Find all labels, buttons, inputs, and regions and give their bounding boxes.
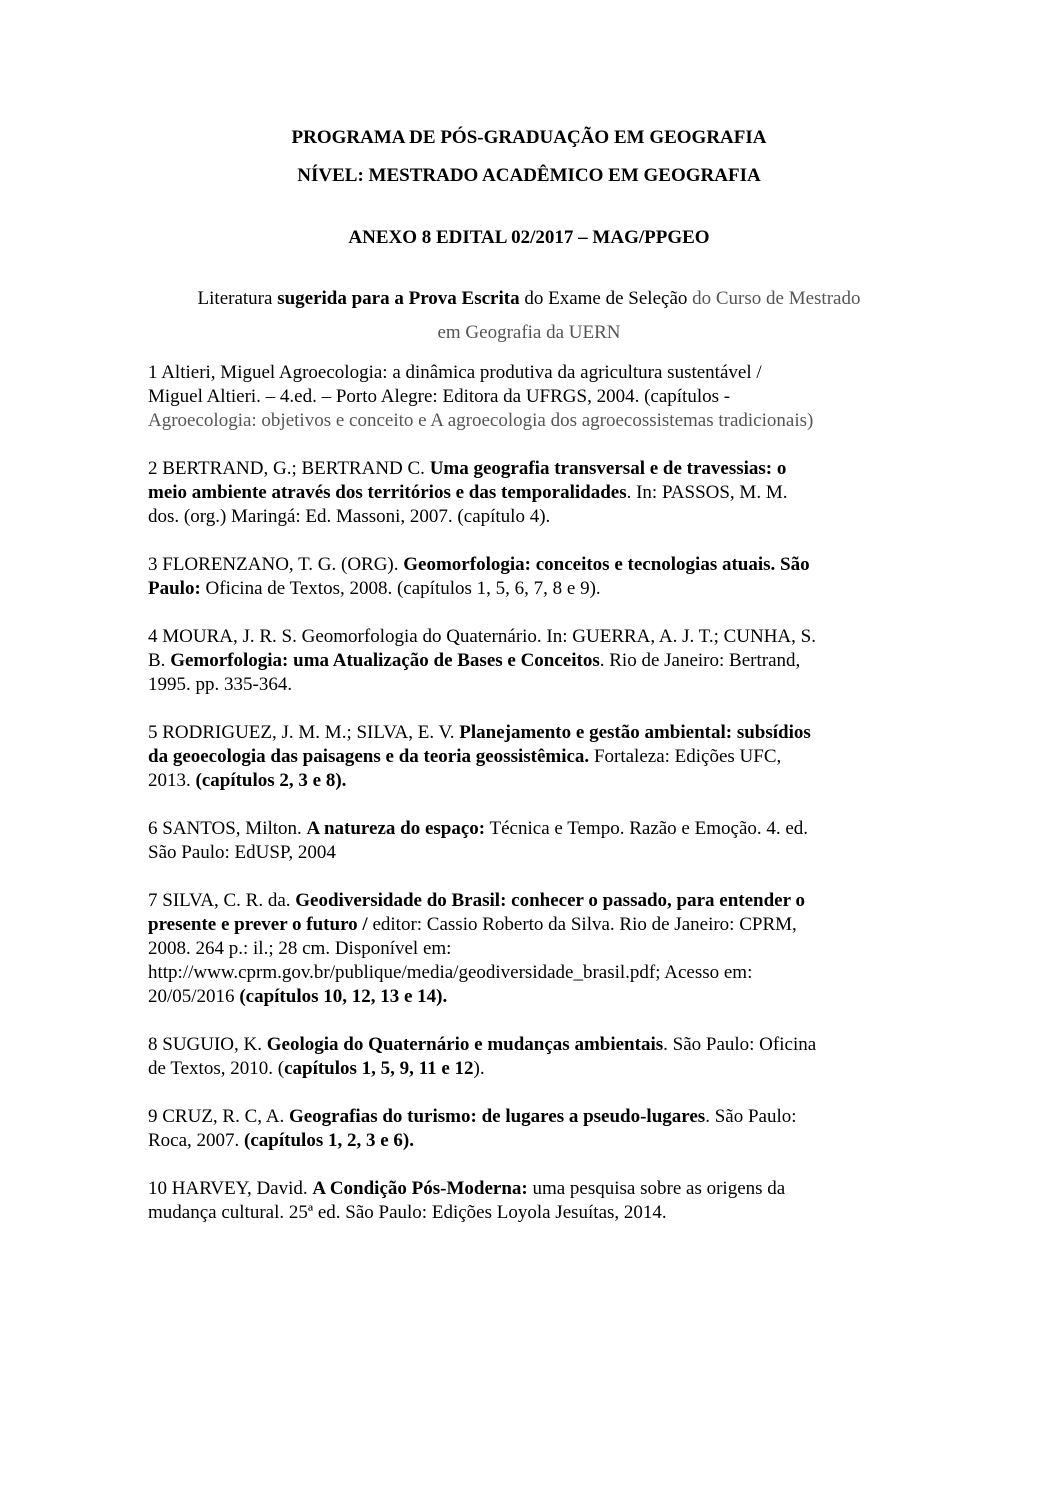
ref-bold: (capítulos 1, 2, 3 e 6). [244, 1130, 414, 1151]
level-title: NÍVEL: MESTRADO ACADÊMICO EM GEOGRAFIA [297, 165, 761, 186]
ref-line [148, 1129, 918, 1153]
ref-line [148, 1057, 918, 1081]
ref-text: 6 SANTOS, Milton. [148, 818, 307, 839]
program-title: PROGRAMA DE PÓS-GRADUAÇÃO EM GEOGRAFIA [291, 127, 767, 148]
ref-line [148, 1033, 918, 1057]
ref-bold: Geomorfologia: conceitos e tecnologias atuais. São [403, 554, 810, 575]
ref-bold: Paulo: [148, 578, 201, 599]
ref-text: 10 HARVEY, David. [148, 1178, 313, 1199]
intro-bold: sugerida para a Prova Escrita [277, 288, 520, 309]
ref-text: 3 FLORENZANO, T. G. (ORG). [148, 554, 404, 575]
ref-bold: Geografias do turismo: de lugares a pseudo-lugares [288, 1106, 706, 1127]
ref-text: Fortaleza: Edições UFC, [589, 746, 782, 767]
reference-item-6 [148, 817, 918, 865]
ref-bold: A natureza do espaço: [306, 818, 486, 839]
ref-bold: A Condição Pós-Moderna: [312, 1178, 528, 1199]
ref-line: 2008. 264 p.: il.; 28 cm. Disponível em: [148, 938, 452, 959]
ref-text: . Rio de Janeiro: Bertrand, [599, 650, 801, 671]
ref-text: de Textos, 2010. ( [148, 1058, 285, 1079]
ref-line [148, 745, 918, 769]
ref-line [148, 913, 918, 937]
intro-line-1 [120, 287, 938, 311]
ref-text: 5 RODRIGUEZ, J. M. M.; SILVA, E. V. [148, 722, 460, 743]
ref-text: Oficina de Textos, 2008. (capítulos 1, 5, 6, 7, 8 e 9). [200, 578, 601, 599]
ref-text: 2013. [148, 770, 196, 791]
reference-item-7 [148, 889, 918, 1009]
ref-url-line: http://www.cprm.gov.br/publique/media/geodiversidade_brasil.pdf; Acesso em: [148, 962, 753, 983]
ref-bold: Geologia do Quaternário e mudanças ambientais [266, 1034, 664, 1055]
ref-bold: presente e prever o futuro / [148, 914, 368, 935]
reference-item-5 [148, 721, 918, 793]
ref-line [148, 649, 918, 673]
ref-line [148, 1177, 918, 1201]
ref-line: Miguel Altieri. – 4.ed. – Porto Alegre: Editora da UFRGS, 2004. (capítulos - [148, 386, 731, 407]
ref-bold: meio ambiente através dos territórios e das temporalidades [148, 482, 627, 503]
ref-line [148, 817, 918, 841]
reference-list [148, 361, 918, 1249]
ref-line: 1995. pp. 335-364. [148, 674, 293, 695]
reference-item-3 [148, 553, 918, 601]
reference-item-8 [148, 1033, 918, 1081]
ref-text: ). [473, 1058, 485, 1079]
ref-text: . São Paulo: Oficina [663, 1034, 817, 1055]
annex-title: ANEXO 8 EDITAL 02/2017 – MAG/PPGEO [348, 227, 710, 248]
ref-text: . In: PASSOS, M. M. [626, 482, 788, 503]
ref-line: 1 Altieri, Miguel Agroecologia: a dinâmica produtiva da agricultura sustentável / [148, 362, 762, 383]
ref-text: 8 SUGUIO, K. [148, 1034, 267, 1055]
reference-item-1 [148, 361, 918, 433]
ref-line: 4 MOURA, J. R. S. Geomorfologia do Quaternário. In: GUERRA, A. J. T.; CUNHA, S. [148, 626, 816, 647]
intro-line-2: em Geografia da UERN [437, 322, 621, 343]
ref-line: Agroecologia: objetivos e conceito e A agroecologia dos agroecossistemas tradicionais) [148, 410, 814, 431]
ref-text: 2 BERTRAND, G.; BERTRAND C. [148, 458, 430, 479]
ref-text: 9 CRUZ, R. C, A. [148, 1106, 289, 1127]
ref-line: dos. (org.) Maringá: Ed. Massoni, 2007. (capítulo 4). [148, 506, 551, 527]
ref-line [148, 457, 918, 481]
ref-line [148, 769, 918, 793]
intro-text: Literatura [197, 288, 278, 309]
reference-item-2 [148, 457, 918, 529]
ref-line [148, 721, 918, 745]
ref-line [148, 1105, 918, 1129]
ref-line [148, 481, 918, 505]
ref-text: . São Paulo: [705, 1106, 797, 1127]
reference-item-10 [148, 1177, 918, 1225]
intro-gray: do Curso de Mestrado [692, 288, 861, 309]
ref-bold: da geoecologia das paisagens e da teoria geossistêmica. [148, 746, 590, 767]
ref-bold: capítulos 1, 5, 9, 11 e 12 [284, 1058, 474, 1079]
ref-bold: Planejamento e gestão ambiental: subsídios [459, 722, 811, 743]
ref-line [148, 577, 918, 601]
ref-text: Técnica e Tempo. Razão e Emoção. 4. ed. [485, 818, 809, 839]
ref-bold: Uma geografia transversal e de travessias: o [429, 458, 787, 479]
ref-text: Roca, 2007. [148, 1130, 245, 1151]
ref-text: 20/05/2016 [148, 986, 240, 1007]
ref-bold: (capítulos 2, 3 e 8). [195, 770, 347, 791]
reference-item-9 [148, 1105, 918, 1153]
ref-bold: Geodiversidade do Brasil: conhecer o passado, para entender o [295, 890, 805, 911]
ref-line [148, 553, 918, 577]
ref-text: uma pesquisa sobre as origens da [527, 1178, 786, 1199]
ref-line: mudança cultural. 25ª ed. São Paulo: Edições Loyola Jesuítas, 2014. [148, 1202, 667, 1223]
ref-line [148, 985, 918, 1009]
ref-text: B. [148, 650, 171, 671]
ref-text: editor: Cassio Roberto da Silva. Rio de Janeiro: CPRM, [367, 914, 797, 935]
reference-item-4 [148, 625, 918, 697]
ref-line [148, 889, 918, 913]
ref-line: São Paulo: EdUSP, 2004 [148, 842, 336, 863]
ref-text: 7 SILVA, C. R. da. [148, 890, 296, 911]
ref-bold: (capítulos 10, 12, 13 e 14). [239, 986, 448, 1007]
ref-bold: Gemorfologia: uma Atualização de Bases e Conceitos [170, 650, 600, 671]
intro-text: do Exame de Seleção [519, 288, 693, 309]
